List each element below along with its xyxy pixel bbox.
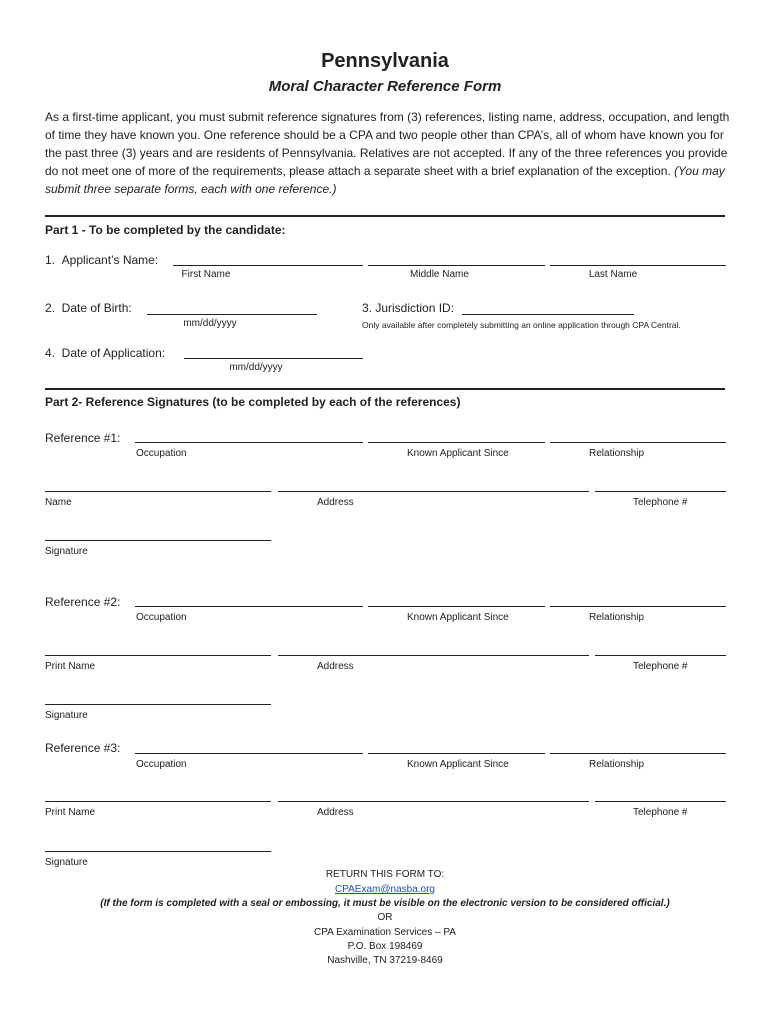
doa-label: 4. Date of Application: <box>45 346 166 360</box>
dob-label: 2. Date of Birth: <box>45 301 132 315</box>
ref3-address-caption: Address <box>317 807 354 818</box>
ref2-telephone-caption: Telephone # <box>633 661 688 672</box>
ref2-address-field[interactable] <box>278 655 589 656</box>
dob-field[interactable] <box>147 314 317 315</box>
seal-note: (If the form is completed with a seal or embossing, it must be visible on the electronic version to be considered official.) <box>100 898 670 909</box>
middle-name-caption: Middle Name <box>410 269 469 280</box>
ref2-address-caption: Address <box>317 661 354 672</box>
doa-field[interactable] <box>184 358 363 359</box>
ref3-relationship-caption: Relationship <box>589 759 645 770</box>
ref3-known-since-field[interactable] <box>368 753 545 754</box>
ref1-address-caption: Address <box>317 497 354 508</box>
part1-divider <box>45 215 725 217</box>
ref1-known-since-field[interactable] <box>368 442 545 443</box>
applicant-name-label: 1. Applicant’s Name: <box>45 253 159 267</box>
ref3-print-name-caption: Print Name <box>45 807 96 818</box>
part2-divider <box>45 388 725 390</box>
ref3-occupation-field[interactable] <box>135 753 363 754</box>
ref3-telephone-field[interactable] <box>595 801 726 802</box>
ref3-label: Reference #3: <box>45 741 121 755</box>
mail-organization: CPA Examination Services – PA <box>314 927 456 938</box>
ref3-signature-caption: Signature <box>45 857 88 868</box>
jurisdiction-field[interactable] <box>462 314 634 315</box>
ref3-signature-field[interactable] <box>45 851 271 852</box>
ref3-relationship-field[interactable] <box>550 753 726 754</box>
ref3-name-field[interactable] <box>45 801 271 802</box>
intro-body: As a first-time applicant, you must submit reference signatures from (3) references, listing name, address, occupation, and length of time they have known you. One reference should be a CPA and two people other than CPA’s, all of whom have known you for the past three (3) years and are residents of Pennsylvania. Relatives are not accepted. If any of the three references you provide do not meet one of more of the requirements, please attach a separate sheet with a brief explanation of the exception. <box>45 110 730 178</box>
jurisdiction-label: 3. Jurisdiction ID: <box>362 301 455 315</box>
middle-name-field[interactable] <box>368 265 545 266</box>
form-subtitle: Moral Character Reference Form <box>268 78 502 95</box>
ref2-print-name-caption: Print Name <box>45 661 96 672</box>
ref1-telephone-field[interactable] <box>595 491 726 492</box>
ref1-address-field[interactable] <box>278 491 589 492</box>
part2-heading: Part 2- Reference Signatures (to be completed by each of the references) <box>45 395 461 409</box>
ref2-known-since-field[interactable] <box>368 606 545 607</box>
ref2-name-field[interactable] <box>45 655 271 656</box>
first-name-caption: First Name <box>181 269 231 280</box>
last-name-caption: Last Name <box>588 269 638 280</box>
dob-format-caption: mm/dd/yyyy <box>183 318 237 329</box>
ref1-label: Reference #1: <box>45 431 121 445</box>
first-name-field[interactable] <box>173 265 363 266</box>
ref1-signature-field[interactable] <box>45 540 271 541</box>
return-email-link[interactable]: CPAExam@nasba.org <box>334 884 435 895</box>
part1-heading: Part 1 - To be completed by the candidate: <box>45 223 286 237</box>
intro-paragraph <box>45 108 730 198</box>
ref2-telephone-field[interactable] <box>595 655 726 656</box>
ref1-known-since-caption: Known Applicant Since <box>407 448 509 459</box>
doa-format-caption: mm/dd/yyyy <box>229 362 283 373</box>
ref2-occupation-caption: Occupation <box>136 612 187 623</box>
ref1-signature-caption: Signature <box>45 546 88 557</box>
ref2-relationship-field[interactable] <box>550 606 726 607</box>
ref1-occupation-caption: Occupation <box>136 448 187 459</box>
return-to-label: RETURN THIS FORM TO: <box>325 869 445 880</box>
ref1-name-caption: Name <box>45 497 72 508</box>
intro-note: (You may submit three separate forms, each with one reference.) <box>45 164 725 196</box>
jurisdiction-note: Only available after completely submitting an online application through CPA Central. <box>362 320 681 330</box>
ref2-relationship-caption: Relationship <box>589 612 645 623</box>
ref3-occupation-caption: Occupation <box>136 759 187 770</box>
page-title: Pennsylvania <box>321 50 449 72</box>
ref1-occupation-field[interactable] <box>135 442 363 443</box>
last-name-field[interactable] <box>550 265 726 266</box>
ref1-relationship-caption: Relationship <box>589 448 645 459</box>
ref2-known-since-caption: Known Applicant Since <box>407 612 509 623</box>
ref1-relationship-field[interactable] <box>550 442 726 443</box>
mail-po-box: P.O. Box 198469 <box>347 941 423 952</box>
or-separator: OR <box>377 912 393 923</box>
ref2-signature-caption: Signature <box>45 710 88 721</box>
ref2-occupation-field[interactable] <box>135 606 363 607</box>
ref3-known-since-caption: Known Applicant Since <box>407 759 509 770</box>
ref1-name-field[interactable] <box>45 491 271 492</box>
mail-city: Nashville, TN 37219-8469 <box>327 955 443 966</box>
ref1-telephone-caption: Telephone # <box>633 497 688 508</box>
ref2-signature-field[interactable] <box>45 704 271 705</box>
ref3-address-field[interactable] <box>278 801 589 802</box>
ref3-telephone-caption: Telephone # <box>633 807 688 818</box>
ref2-label: Reference #2: <box>45 595 121 609</box>
